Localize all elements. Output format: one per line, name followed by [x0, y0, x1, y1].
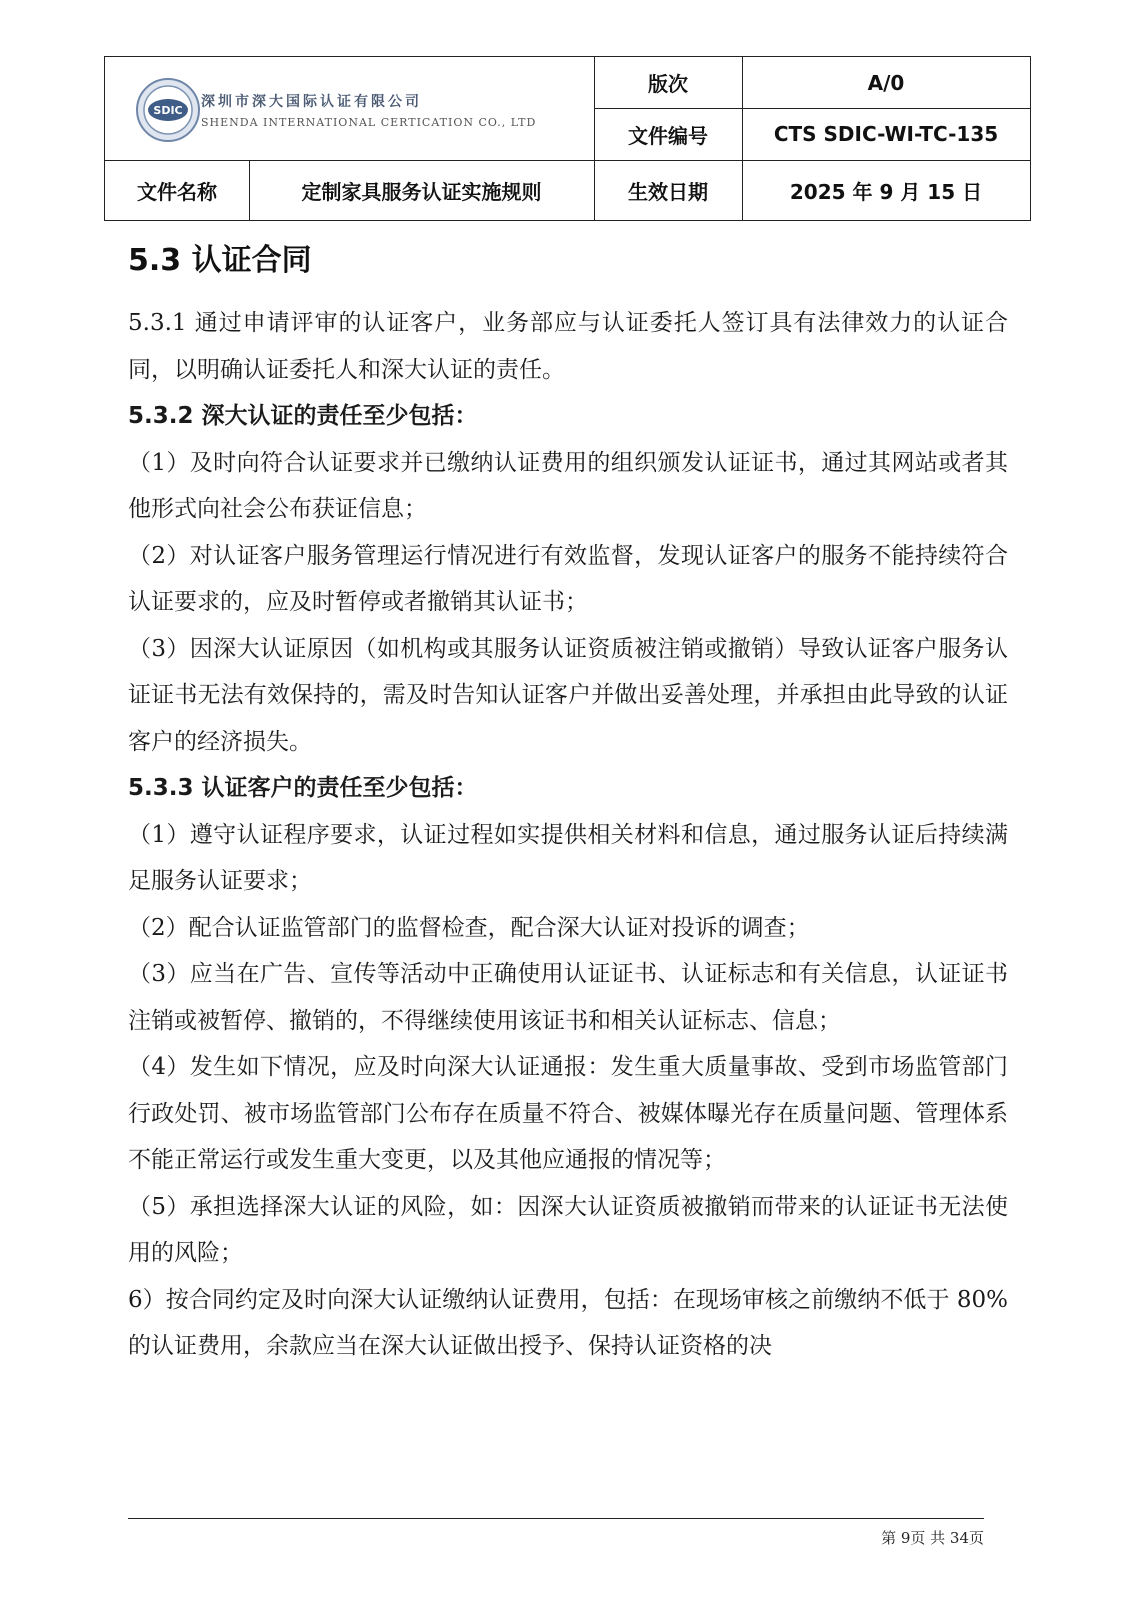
paragraph: （3）应当在广告、宣传等活动中正确使用认证证书、认证标志和有关信息，认证证书注销或被暂停、撤销的，不得继续使用该证书和相关认证标志、信息； [128, 961, 1008, 1034]
paragraph-list [128, 300, 1008, 1370]
effective-date-label: 生效日期 [628, 179, 708, 204]
footer-rule [128, 1518, 984, 1519]
paragraph: （4）发生如下情况，应及时向深大认证通报：发生重大质量事故、受到市场监管部门行政处罚、被市场监管部门公布存在质量不符合、被媒体曝光存在质量问题、管理体系不能正常运行或发生重大变更，以及其他应通报的情况等； [128, 1054, 1008, 1173]
logo-text: SDIC [153, 104, 183, 117]
company-logo [135, 77, 585, 145]
effective-date-value: 2025 年 9 月 15 日 [789, 179, 983, 204]
paragraph: （2）配合认证监管部门的监督检查，配合深大认证对投诉的调查； [128, 914, 810, 941]
company-name-cn: 深圳市深大国际认证有限公司 [201, 94, 422, 110]
section-body [128, 232, 1008, 1370]
doc-name-label: 文件名称 [137, 179, 217, 204]
subsection-heading: 5.3.3 认证客户的责任至少包括： [128, 775, 478, 801]
subsection-heading: 5.3.2 深大认证的责任至少包括： [128, 403, 478, 429]
section-title: 5.3 认证合同 [128, 243, 312, 278]
version-value: A/0 [867, 70, 905, 95]
page-number: 第 9页 共 34页 [881, 1529, 984, 1547]
paragraph: （1）遵守认证程序要求，认证过程如实提供相关材料和信息，通过服务认证后持续满足服务认证要求； [128, 821, 1008, 894]
paragraph: （5）承担选择深大认证的风险，如：因深大认证资质被撤销而带来的认证证书无法使用的风险； [128, 1193, 1008, 1266]
doc-no-label: 文件编号 [628, 123, 708, 148]
paragraph: （3）因深大认证原因（如机构或其服务认证资质被注销或撤销）导致认证客户服务认证证书无法有效保持的，需及时告知认证客户并做出妥善处理，并承担由此导致的认证客户的经济损失。 [128, 635, 1008, 755]
company-seal-icon [135, 77, 201, 143]
doc-no-value: CTS SDIC-WI-TC-135 [773, 122, 999, 146]
company-name-en: SHENDA INTERNATIONAL CERTICATION CO., LTD [201, 116, 537, 129]
version-label: 版次 [648, 72, 688, 96]
doc-name-value: 定制家具服务认证实施规则 [301, 179, 542, 204]
paragraph: （2）对认证客户服务管理运行情况进行有效监督，发现认证客户的服务不能持续符合认证要求的，应及时暂停或者撤销其认证书； [128, 542, 1008, 615]
paragraph: 6）按合同约定及时向深大认证缴纳认证费用，包括：在现场审核之前缴纳不低于 80%的认证费用，余款应当在深大认证做出授予、保持认证资格的决 [128, 1286, 1008, 1359]
paragraph: 5.3.1 通过申请评审的认证客户，业务部应与认证委托人签订具有法律效力的认证合同，以明确认证委托人和深大认证的责任。 [128, 310, 1008, 383]
document-header-table [104, 56, 1031, 221]
paragraph: （1）及时向符合认证要求并已缴纳认证费用的组织颁发认证证书，通过其网站或者其他形式向社会公布获证信息； [128, 449, 1008, 522]
